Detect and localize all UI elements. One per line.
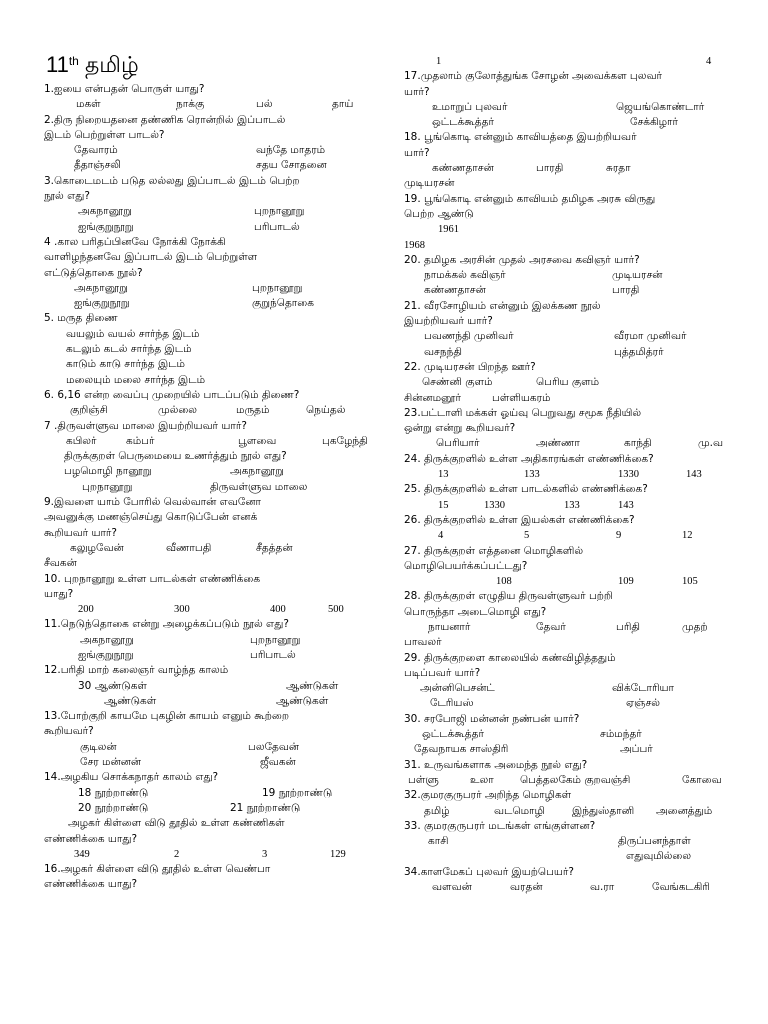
question-34: 34.காளமேகப் புலவர் இயற்பெயர்? [404, 865, 574, 878]
question-31: 31. உருவங்களாக அமைந்த நூல் எது? [404, 758, 588, 771]
question-32: 32.குமரகுருபரர் அறிந்த மொழிகள் [404, 789, 572, 802]
question-29: 29. திருக்குறளை காலையில் கண்விழித்ததும் [404, 651, 616, 664]
left-column: 1.ஐயை என்பதன் பொருள் யாது? மகள் நாக்கு பல் தாய் 2.திரு நிறையதனை தண்ணிக ரொன்றில் இப்பாடல் இடம் பெற்றுள்ள பாடல்? தேவாரம் வந்தே மாதரம் தீதாஞ்சலி சதய சோதனை 3.கொடைமடம் படுத லல்லது இப்பாடல் இடம் பெற்ற நூல் எது? அகநானூறு புறநானூறு ஐங்குறுநூறு பரிபாடல் 4 .கால பரிதப்பினவே நோக்கி நோக்கி வாளிழந்தனவே இப்பாடல் இடம் பெற்றுள்ள எட்டுத்தொகை நூல்? அகநானூறு புறநானூறு ஐங்குறுநூறு குறுந்தொகை 5. மருத திணை வயலும் வயல் சார்ந்த இடம் கடலும் கடல் சார்ந்த இடம் காடும் காடு சார்ந்த இடம் மலையும் மலை சார்ந்த இடம் 6. 6,16 என்ற வைப்பு முறையில் பாடப்படும் திணை? குறிஞ்சி முல்லை மருதம் நெய்தல் 7 .திருவள்ளுவ மாலை இயற்றியவர் யார்? கபிலர் கம்பர் பூளவை புகழேந்தி திருக்குறள் பெருமையை உணர்த்தும் நூல் எது? பழமொழி நானூறு அகநானூறு புறநானூறு திருவள்ளுவ மாலை 9.இவளை யாம் போரில் வெல்வான் எவனோ அவனுக்கு மணஞ்செய்து கொடுப்பேன் எனக் கூறியவர் யார்? கலுழவேன் வீணாபதி சீதத்தன் சீவகன் 10. புறநானூறு உள்ள பாடல்கள் எண்ணிக்கை யாது? 200 300 400 500 11.நெடுந்தொகை என்று அழைக்கப்படும் நூல் எது? அகநானூறு புறநானூறு ஐங்குறுநூறு பரிபாடல் 12.பரிதி மாற் கலைஞர் வாழ்ந்த காலம் 30 ஆண்டுகள் ஆண்டுகள் ஆண்டுகள் ஆண்டுகள் 13.போற்குறி காயமே புகழின் காயம் எனும் கூற்றை கூறியவர்? குடிலன் பலதேவன் சேர மன்னன் ஜீவகன் 14.அழகிய சொக்கநாதர் காலம் எது? 18 நூற்றாண்டு 19 நூற்றாண்டு 20 நூற்றாண்டு 21 நூற்றாண்டு அழகர் கிள்ளை விடு தூதில் உள்ள கண்ணிகள் எண்ணிக்கை யாது? 349 2 3 129 16.அழகர் கிள்ளை விடு தூதில் உள்ள வெண்பா எண்ணிக்கை யாது? [44, 82, 394, 893]
question-9: 9.இவளை யாம் போரில் வெல்வான் எவனோ [44, 496, 262, 509]
q1-options: மகள் நாக்கு பல் தாய் [76, 98, 354, 111]
question-2: 2.திரு நிறையதனை தண்ணிக ரொன்றில் இப்பாடல் [44, 113, 286, 126]
question-17: 17.முதலாம் குலோத்துங்க சோழன் அவைக்கள புலவர் [404, 70, 662, 83]
question-20: 20. தமிழக அரசின் முதல் அரசவை கவிஞர் யார்? [404, 253, 640, 266]
question-25: 25. திருக்குறளில் உள்ள பாடல்களில் எண்ணிக்கை? [404, 483, 648, 496]
question-18: 18. பூங்கொடி என்னும் காவியத்தை இயற்றியவர் [404, 131, 637, 144]
page-numbers: 1 4 [436, 56, 712, 67]
question-13: 13.போற்குறி காயமே புகழின் காயம் எனும் கூற்றை [44, 710, 289, 723]
question-12: 12.பரிதி மாற் கலைஞர் வாழ்ந்த காலம் [44, 664, 229, 677]
question-10: 10. புறநானூறு உள்ள பாடல்கள் எண்ணிக்கை [44, 572, 261, 585]
question-19: 19. பூங்கொடி என்னும் காவியம் தமிழக அரசு விருது [404, 192, 656, 205]
question-28: 28. திருக்குறள் எழுதிய திருவள்ளுவர் பற்றி [404, 590, 613, 603]
question-6: 6. 6,16 என்ற வைப்பு முறையில் பாடப்படும் திணை? [44, 388, 300, 401]
page-title: 11th தமிழ் [46, 52, 139, 77]
question-14: 14.அழகிய சொக்கநாதர் காலம் எது? [44, 771, 219, 784]
question-1: 1.ஐயை என்பதன் பொருள் யாது? [44, 83, 205, 95]
question-33: 33. குமரகுருபரர் மடங்கள் எங்குள்ளன? [404, 819, 596, 832]
question-3: 3.கொடைமடம் படுத லல்லது இப்பாடல் இடம் பெற்ற [44, 174, 300, 187]
question-5: 5. மருத திணை [44, 312, 118, 325]
question-27: 27. திருக்குறள் எத்தனை மொழிகளில் [404, 544, 584, 557]
question-23: 23.பட்டாளி மக்கள் ஓய்வு பெறுவது சமூக நீதியில் [404, 406, 642, 419]
question-21: 21. வீரசோழியம் என்னும் இலக்கண நூல் [404, 299, 601, 312]
question-16: 16.அழகர் கிள்ளை விடு தூதில் உள்ள வெண்பா [44, 863, 271, 876]
question-26: 26. திருக்குறளில் உள்ள இயல்கள் எண்ணிக்கை? [404, 513, 635, 526]
question-11: 11.நெடுந்தொகை என்று அழைக்கப்படும் நூல் எது? [44, 618, 289, 631]
right-column: 1 4 17.முதலாம் குலோத்துங்க சோழன் அவைக்கள புலவர் யார்? உமாறுப் புலவர் ஜெயங்கொண்டார் ஒட்டக்கூத்தர் சேக்கிழார் 18. பூங்கொடி என்னும் காவியத்தை இயற்றியவர் யார்? கண்ணதாசன் பாரதி சுரதா முடியரசன் 19. பூங்கொடி என்னும் காவியம் தமிழக அரசு விருது பெற்ற ஆண்டு 1961 1968 20. தமிழக அரசின் முதல் அரசவை கவிஞர் யார்? நாமக்கல் கவிஞர் முடியரசன் கண்ணதாசன் பாரதி 21. வீரசோழியம் என்னும் இலக்கண நூல் இயற்றியவர் யார்? பவணந்தி முனிவர் வீரமா முனிவர் வசநந்தி புத்தமித்ரர் 22. முடியரசன் பிறந்த ஊர்? செண்னி குளம் பெரிய குளம் சின்னமனூர் பள்ளியகரம் 23.பட்டாளி மக்கள் ஓய்வு பெறுவது சமூக நீதியில் ஒன்று என்று கூறியவர்? பெரியார் அண்ணா காந்தி மு.வ 24. திருக்குறளில் உள்ள அதிகாரங்கள் எண்ணிக்கை? 13 133 1330 143 25. திருக்குறளில் உள்ள பாடல்களில் எண்ணிக்கை? 15 1330 133 143 26. திருக்குறளில் உள்ள இயல்கள் எண்ணிக்கை? 4 5 9 12 27. திருக்குறள் எத்தனை மொழிகளில் மொழிபெயர்க்கப்பட்டது? 108 109 105 28. திருக்குறள் எழுதிய திருவள்ளுவர் பற்றி பொருந்தா அடைமொழி எது? நாயனார் தேவர் பரிதி முதற் பாவலர் 29. திருக்குறளை காலையில் கண்விழித்ததும் படிப்பவர் யார்? அன்னிபெசன்ட் விக்டோரியா டேரியஸ் ஏஞ்சல் 30. சரபோஜி மன்னன் நண்பன் யார்? ஒட்டக்கூத்தர் சம்மந்தர் தேவநாயக சாஸ்திரி அப்பர் 31. உருவங்களாக அமைந்த நூல் எது? பள்ளு உலா பெத்தலகேம் குறவஞ்சி கோவை 32.குமரகுருபரர் அறிந்த மொழிகள் தமிழ் வடமொழி இந்துஸ்தானி அனைத்தும் 33. குமரகுருபரர் மடங்கள் எங்குள்ளன? காசி திருப்பனந்தாள் எதுவுமில்லை 34.காளமேகப் புலவர் இயற்பெயர்? வளவன் வரதன் வ.ரா வேங்கடகிரி [404, 56, 724, 894]
question-4: 4 .கால பரிதப்பினவே நோக்கி நோக்கி [44, 235, 226, 248]
question-24: 24. திருக்குறளில் உள்ள அதிகாரங்கள் எண்ணிக்கை? [404, 452, 654, 465]
question-22: 22. முடியரசன் பிறந்த ஊர்? [404, 360, 536, 373]
question-7: 7 .திருவள்ளுவ மாலை இயற்றியவர் யார்? [44, 419, 247, 432]
question-30: 30. சரபோஜி மன்னன் நண்பன் யார்? [404, 712, 580, 725]
